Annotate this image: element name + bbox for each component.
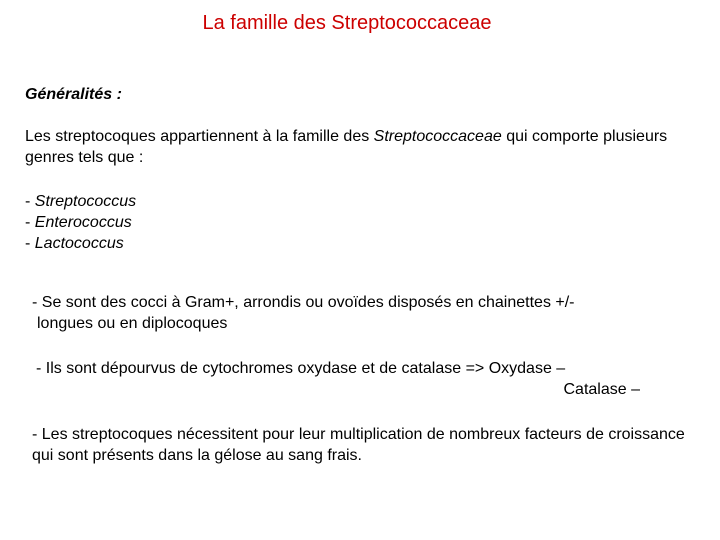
text-line: - Ils sont dépourvus de cytochromes oxydase et de catalase => Oxydase –: [36, 360, 566, 377]
list-item: [25, 212, 136, 233]
list-dash: -: [25, 235, 35, 252]
paragraph-morphology: [32, 292, 692, 334]
section-heading-generalites: Généralités :: [25, 86, 122, 103]
intro-text-end: qui comporte plusieurs genres tels que :: [25, 128, 668, 166]
list-dash: -: [25, 193, 35, 210]
list-item: [25, 233, 136, 254]
genus-name: Enterococcus: [34, 214, 132, 231]
genera-list: [25, 191, 136, 254]
family-name: Streptococcaceae: [373, 128, 502, 145]
genus-name: Lactococcus: [34, 235, 124, 252]
genus-name: Streptococcus: [34, 193, 137, 210]
page-title: La famille des Streptococcaceae: [202, 12, 492, 34]
list-item: [25, 191, 136, 212]
list-dash: -: [25, 214, 35, 231]
intro-text-start: Les streptocoques appartiennent à la famille des: [25, 128, 374, 145]
paragraph-growth-factors: - Les streptocoques nécessitent pour leur multiplication de nombreux facteurs de croissance qui sont présents dans la gélose au sang frais.: [32, 426, 685, 464]
paragraph-enzymes: [36, 358, 696, 400]
text-line: Catalase –: [563, 381, 640, 398]
text-line: - Se sont des cocci à Gram+, arrondis ou ovoïdes disposés en chainettes +/-: [32, 294, 575, 311]
intro-paragraph: [25, 126, 695, 168]
text-line: longues ou en diplocoques: [37, 315, 228, 332]
